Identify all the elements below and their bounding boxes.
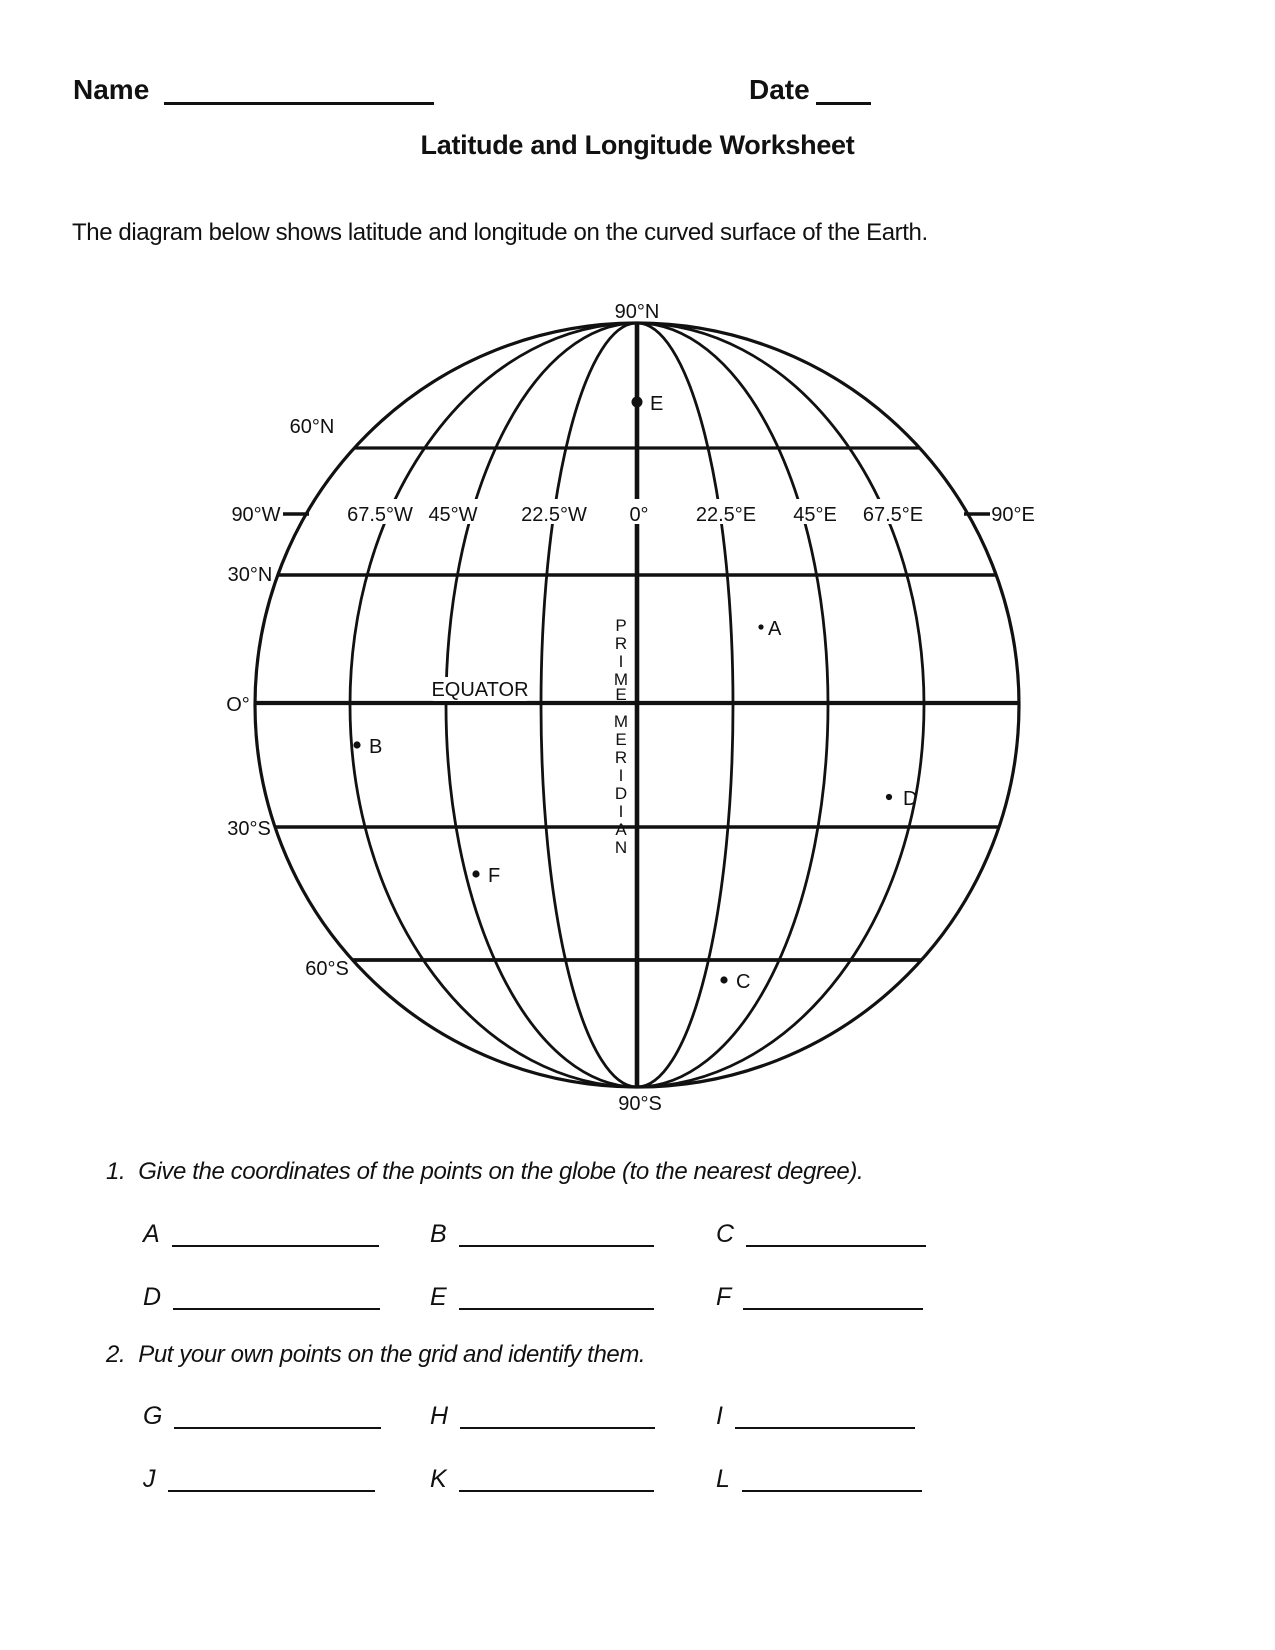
blank-line — [459, 1462, 654, 1492]
point-C — [720, 971, 750, 993]
blank-letter: G — [143, 1402, 163, 1430]
svg-text:N: N — [614, 838, 628, 857]
svg-text:R: R — [614, 748, 628, 767]
label-30n: 30°N — [227, 564, 273, 586]
label-22-5e: 22.5°E — [695, 504, 757, 526]
blank-letter: J — [143, 1465, 156, 1493]
label-equator-0: O° — [226, 694, 250, 716]
label-90s: 90°S — [618, 1093, 662, 1115]
label-prime-meridian — [614, 616, 628, 857]
svg-text:P: P — [615, 616, 627, 635]
answer-blank-a — [143, 1217, 379, 1247]
blank-letter: E — [430, 1283, 447, 1311]
label-22-5w: 22.5°W — [521, 504, 587, 526]
label-45e: 45°E — [793, 504, 837, 526]
point-A — [758, 618, 782, 640]
point-D — [886, 788, 918, 810]
svg-text:I: I — [618, 802, 624, 821]
blank-letter: H — [430, 1402, 449, 1430]
label-30s: 30°S — [227, 818, 271, 840]
blank-letter: B — [430, 1220, 447, 1248]
answer-blank-j — [143, 1462, 375, 1492]
question-2-text: Put your own points on the grid and identify them. — [138, 1341, 646, 1368]
blank-letter: C — [716, 1220, 735, 1248]
svg-text:D: D — [614, 784, 628, 803]
answer-blank-e — [430, 1280, 654, 1310]
question-1 — [106, 1158, 863, 1186]
answer-blank-i — [716, 1399, 915, 1429]
answer-blank-d — [143, 1280, 380, 1310]
blank-letter: I — [716, 1402, 723, 1430]
answer-blank-c — [716, 1217, 926, 1247]
label-60n: 60°N — [289, 416, 335, 438]
blank-line — [168, 1462, 375, 1492]
page-title: Latitude and Longitude Worksheet — [420, 130, 855, 160]
label-67-5e: 67.5°E — [862, 504, 924, 526]
label-90e: 90°E — [991, 504, 1035, 526]
blank-letter: F — [716, 1283, 732, 1311]
point-B — [353, 736, 382, 758]
svg-text:M: M — [613, 670, 629, 689]
label-equator: EQUATOR — [431, 679, 529, 701]
blank-letter: L — [716, 1465, 730, 1493]
answer-blank-h — [430, 1399, 655, 1429]
question-1-text: Give the coordinates of the points on the globe (to the nearest degree). — [138, 1158, 864, 1185]
blank-letter: D — [143, 1283, 162, 1311]
answer-blank-b — [430, 1217, 654, 1247]
label-67-5w: 67.5°W — [347, 504, 413, 526]
date-label: Date — [749, 74, 810, 105]
svg-text:R: R — [614, 634, 628, 653]
label-60s: 60°S — [305, 958, 349, 980]
svg-text:B: B — [369, 736, 383, 758]
blank-line — [735, 1399, 915, 1429]
svg-text:M: M — [613, 712, 629, 731]
blank-line — [460, 1399, 655, 1429]
blank-line — [174, 1399, 381, 1429]
answer-blank-k — [430, 1462, 654, 1492]
intro-text: The diagram below shows latitude and longitude on the curved surface of the Earth. — [72, 219, 928, 246]
question-2 — [106, 1341, 645, 1369]
blank-line — [746, 1217, 926, 1247]
name-label: Name — [73, 74, 150, 105]
blank-letter: K — [430, 1465, 447, 1493]
svg-text:D: D — [903, 788, 918, 810]
question-2-number: 2. — [106, 1341, 126, 1368]
blank-line — [173, 1280, 380, 1310]
svg-text:I: I — [618, 766, 624, 785]
blank-letter: A — [143, 1220, 160, 1248]
svg-text:E: E — [650, 393, 664, 415]
svg-text:F: F — [488, 865, 501, 887]
question-1-number: 1. — [106, 1158, 126, 1185]
answer-blank-f — [716, 1280, 923, 1310]
label-0: 0° — [629, 504, 649, 526]
label-90n: 90°N — [614, 301, 660, 323]
blank-line — [743, 1280, 923, 1310]
point-F — [472, 865, 500, 887]
svg-text:E: E — [615, 730, 627, 749]
answer-blank-l — [716, 1462, 922, 1492]
svg-text:C: C — [736, 971, 751, 993]
label-90w: 90°W — [231, 504, 281, 526]
blank-line — [172, 1217, 379, 1247]
blank-line — [459, 1217, 654, 1247]
blank-line — [742, 1462, 922, 1492]
blank-line — [459, 1280, 654, 1310]
svg-text:I: I — [618, 652, 624, 671]
svg-text:A: A — [615, 820, 627, 839]
label-45w: 45°W — [428, 504, 478, 526]
svg-text:E: E — [615, 685, 627, 704]
svg-text:A: A — [768, 618, 782, 640]
answer-blank-g — [143, 1399, 381, 1429]
